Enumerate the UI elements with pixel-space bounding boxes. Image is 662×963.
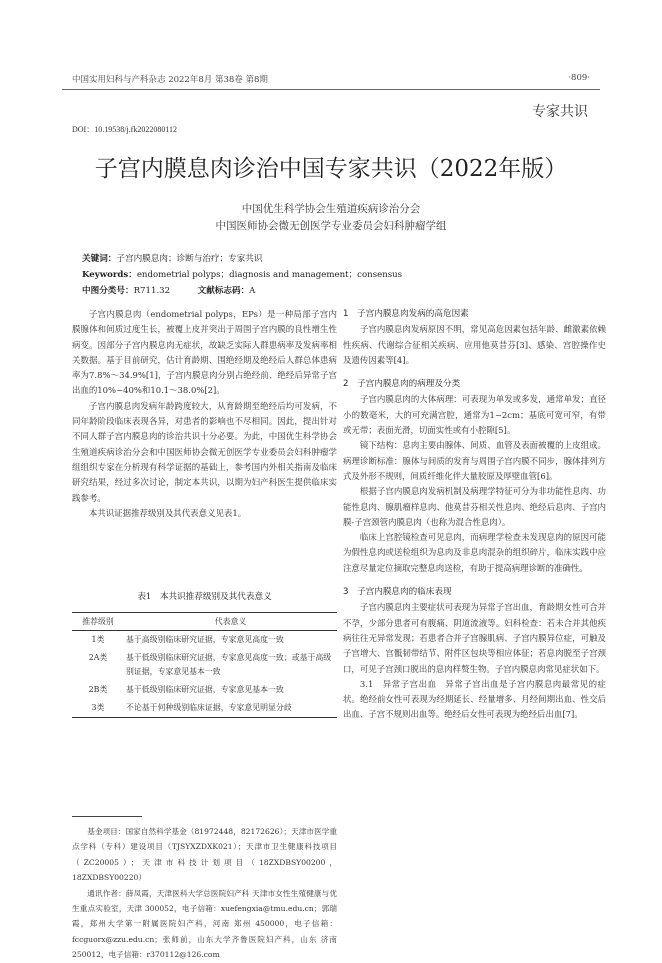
body-paragraph: 子宫内膜息肉主要症状可表现为异常子宫出血，育龄期女性可合并不孕，少部分患者可有腹痛、阴道流液等。妇科检查：若未合并其他疾病往往无异常发现；若患者合并子宫腺肌病、子宫内膜异位症，可触及子宫增大、宫骶韧带结节、附件区包块等相应体征；若息肉脱至子宫颈口，可见子宫颈口脱出的息肉样赘生物。子宫内膜息肉常见症状如下。 [343, 602, 606, 674]
keywords-cn-text: 子宫内膜息肉；诊断与治疗；专家共识 [116, 254, 263, 264]
keywords-en-label: Keywords： [82, 270, 137, 280]
body-paragraph: 镜下结构：息肉主要由腺体、间质、血管及表面被覆的上皮组成。病理诊断标准：腺体与间质的发育与周围子宫内膜不同步，腺体排列方式及外形不规则，间质纤维化伴大量胶原及厚壁血管[6]。 [343, 440, 606, 481]
journal-info: 中国实用妇科与产科杂志 2022年8月 第38卷 第8期 [72, 75, 268, 85]
funding-note: 基金项目：国家自然科学基金（81972448，82172626）；天津市医学重点学科（专科）建设项目（TJSYXZDXK021）；天津市卫生健康科技项目（ZC20005）；天津市科技计划项目（18ZXDBSY00200，18ZXDBSY00220） [72, 827, 337, 883]
author-org-1: 中国优生科学协会生殖道疾病诊治分会 [241, 203, 421, 215]
body-paragraph: 3.1 异常子宫出血 异常子宫出血是子宫内膜息肉最常见的症状。绝经前女性可表现为经期延长、经量增多、月经间期出血、性交后出血、子宫不规则出血等。绝经后女性可表现为绝经后出血[7]。 [343, 678, 606, 720]
footnote-divider [72, 816, 142, 817]
keywords-en-text: endometrial polyps；diagnosis and management；consensus [136, 270, 403, 280]
footnotes [72, 824, 337, 963]
body-paragraph: 子宫内膜息肉的大体病理：可表现为单发或多发，通常单发；直径小的数毫米，大的可充满宫腔，通常为1~2cm；基底可宽可窄，有带或无带；表面光滑，切面实性或有小腔隙[5]。 [343, 394, 606, 436]
section-heading: 3 子宫内膜息肉的临床表现 [343, 587, 452, 598]
left-column [72, 307, 337, 521]
table-cell: 基于低级别临床研究证据，专家意见基本一致 [126, 685, 284, 694]
keywords-en [82, 268, 402, 280]
table-caption: 表1 本共识推荐级别及其代表意义 [137, 592, 272, 602]
table-row [72, 681, 337, 699]
body-paragraph: 根据子宫内膜息肉发病机制及病理学特征可分为非功能性息肉、功能性息肉、腺肌瘤样息肉、他莫昔芬相关性息肉、绝经后息肉、子宫内膜-子宫颈管内膜息肉（也称为混合性息肉）。 [343, 486, 606, 527]
table-row [72, 699, 337, 718]
table-cell: 基于低级别临床研究证据，专家意见高度一致；或基于高级别证据，专家意见基本一致 [126, 653, 332, 676]
table-header-cell: 代表意义 [124, 613, 337, 631]
evidence-table [72, 612, 337, 718]
body-paragraph: 临床上宫腔镜检查可见息肉，而病理学检查未发现息肉的原因可能为假性息肉或送检组织为息肉及非息肉混杂的组织碎片，临床实践中应注意尽量定位摘取完整息肉送检，有助于提高病理诊断的准确性。 [343, 532, 606, 573]
right-column [343, 307, 606, 723]
keywords-cn-label: 关键词： [82, 254, 117, 264]
section-heading: 2 子宫内膜息肉的病理及分类 [343, 379, 461, 390]
table-row [72, 631, 337, 650]
table-cell: 1类 [91, 635, 105, 644]
corresponding-author-note: 通讯作者：薛凤霞，天津医科大学总医院妇产科 天津市女性生殖健康与优生重点实验室，天津 300052，电子信箱：xuefengxia@tmu.edu.cn；郭瑞霞，郑州大学第一附属医院妇产科，河南 郑州 450000，电子信箱：fccguorx@zzu.edu.cn；张师前，山东大学齐鲁医院妇产科，山东 济南 250012，电子信箱：r370112@126.com [72, 888, 337, 960]
intro-paragraph: 本共识证据推荐级别及其代表意义见表1。 [88, 507, 247, 518]
table-header-cell: 推荐级别 [72, 613, 124, 631]
body-paragraph: 子宫内膜息肉发病原因不明，常见高危因素包括年龄、雌激素依赖性疾病、代谢综合征相关疾病、应用他莫昔芬[3]、感染、宫腔操作史及遗传因素等[4]。 [343, 324, 606, 365]
author-org-2: 中国医师协会微无创医学专业委员会妇科肿瘤学组 [215, 220, 447, 232]
section-label: 专家共识 [532, 104, 588, 120]
intro-paragraph: 子宫内膜息肉（endometrial polyps，EPs）是一种局部子宫内膜腺体和间质过度生长，被覆上皮并突出于周围子宫内膜的良性增生性病变。因部分子宫内膜息肉无症状，故缺乏实际人群患病率及发病率相关数据。基于目前研究，估计育龄期、围绝经期及绝经后人群总体患病率为7.8%～34.9%[1]，子宫内膜息肉分别占绝经前、绝经后异常子宫出血的10%~40%和10.1～38.0%[2]。 [72, 309, 337, 396]
running-header [62, 71, 600, 90]
clc-label: 中图分类号： [82, 286, 134, 296]
classification [82, 284, 255, 296]
article-title: 子宫内膜息肉诊治中国专家共识（2022年版） [94, 156, 568, 182]
table-cell: 基于高级别临床研究证据，专家意见高度一致 [126, 635, 284, 644]
table-cell: 2B类 [88, 685, 108, 694]
doc-code-label: 文献标志码： [197, 286, 250, 296]
table-cell: 3类 [72, 699, 124, 718]
section-heading: 1 子宫内膜息肉发病的高危因素 [343, 309, 469, 319]
intro-paragraph: 子宫内膜息肉发病年龄跨度较大，从育龄期至绝经后均可发病，不同年龄阶段临床表现各异，对患者的影响也不尽相同。因此，提出针对不同人群子宫内膜息肉的诊治共识十分必要。为此，中国优生科学协会生殖道疾病诊治分会和中国医师协会微无创医学专业委员会妇科肿瘤学组组织专家在分析现有科学证据的基础上，参考国内外相关指南及临床研究结果，经过多次讨论，制定本共识，以期为妇产科医生提供临床实践参考。 [72, 400, 337, 503]
table-header-row [72, 613, 337, 631]
table-row [72, 649, 337, 681]
clc-value: R711.32 [133, 286, 171, 296]
page-number: ·809· [568, 73, 590, 83]
table-cell: 不论基于何种级别临床证据，专家意见明显分歧 [124, 699, 337, 718]
doc-code-value: A [249, 286, 256, 296]
keywords-cn [82, 252, 263, 264]
table-cell: 2A类 [88, 653, 108, 662]
doi: DOI：10.19538/j.fk2022080112 [72, 125, 178, 134]
